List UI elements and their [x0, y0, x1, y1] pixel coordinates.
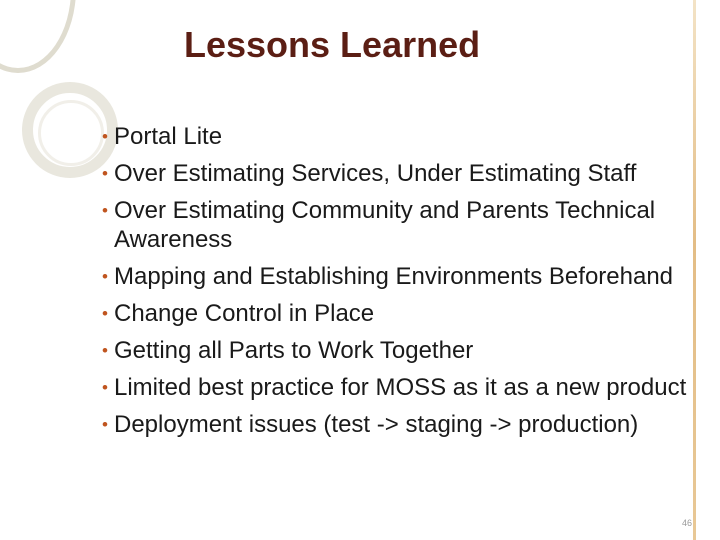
bullet-item: [102, 122, 694, 151]
bullet-text: Portal Lite: [114, 123, 223, 150]
decorative-ring-top: [0, 0, 76, 73]
bullet-dot-icon: •: [102, 341, 108, 360]
bullet-text: Getting all Parts to Work Together: [114, 337, 474, 364]
bullet-item: [102, 299, 694, 328]
bullet-text: Over Estimating Community and Parents Technical Awareness: [114, 197, 656, 253]
bullet-text: Over Estimating Services, Under Estimating Staff: [114, 160, 637, 187]
bullet-text: Mapping and Establishing Environments Beforehand: [114, 263, 674, 290]
bullet-item: [102, 196, 694, 254]
bullet-dot-icon: •: [102, 164, 108, 183]
bullet-dot-icon: •: [102, 415, 108, 434]
bullet-dot-icon: •: [102, 267, 108, 286]
page-number: 46: [682, 518, 693, 528]
bullet-dot-icon: •: [102, 127, 108, 146]
bullet-text: Deployment issues (test -> staging -> production): [114, 411, 639, 438]
bullet-text: Limited best practice for MOSS as it as a new product: [114, 374, 687, 401]
bullet-item: [102, 336, 694, 365]
decorative-ring-inner: [38, 100, 104, 166]
bullet-item: [102, 159, 694, 188]
bullet-dot-icon: •: [102, 304, 108, 323]
bullet-list: [102, 122, 694, 447]
bullet-text: Change Control in Place: [114, 300, 375, 327]
bullet-item: [102, 410, 694, 439]
bullet-dot-icon: •: [102, 201, 108, 220]
bullet-item: [102, 373, 694, 402]
bullet-dot-icon: •: [102, 378, 108, 397]
slide-title: Lessons Learned: [184, 24, 481, 65]
bullet-item: [102, 262, 694, 291]
